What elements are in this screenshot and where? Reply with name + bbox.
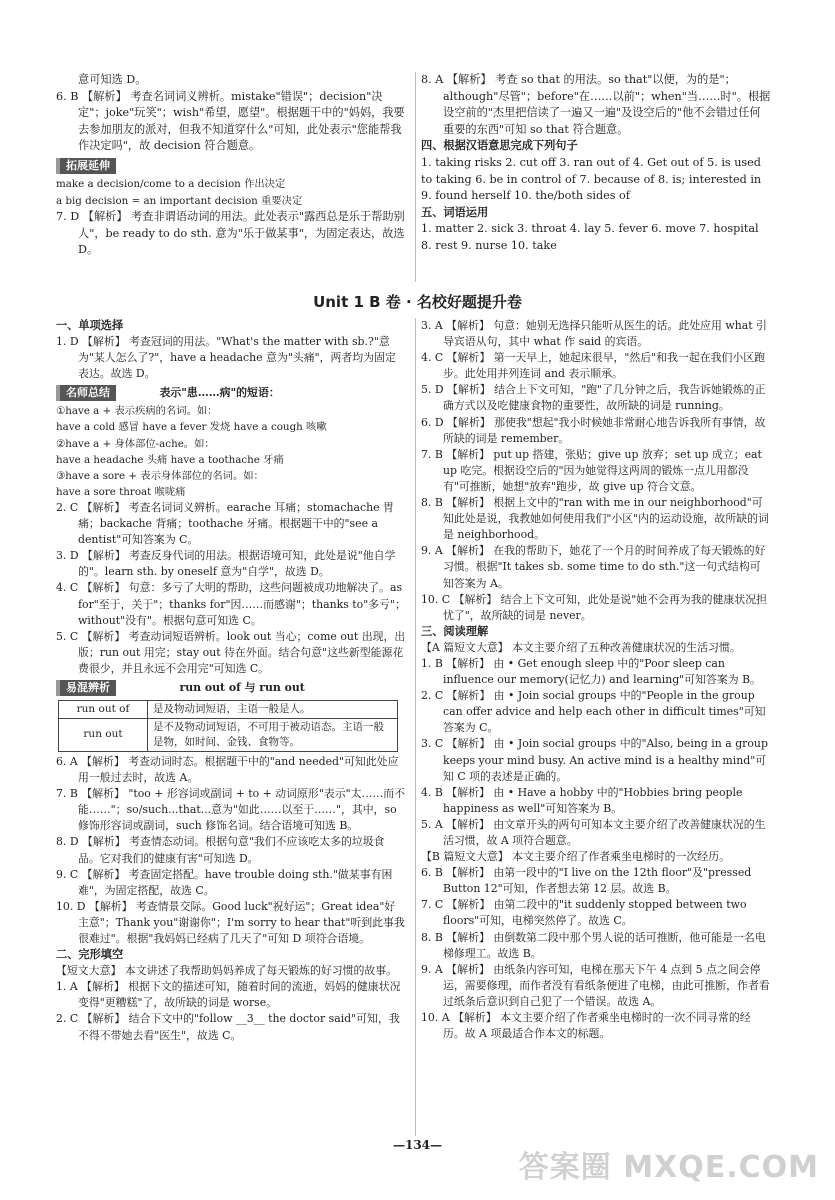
right-main-column [421, 318, 771, 1042]
cloze-answer-6: 6. D 【解析】 那使我"想起"我小时候她非常耐心地告诉我所有事情，故所缺的词是 remember。 [421, 415, 766, 445]
cloze-answer-8: 8. B 【解析】 根据上文中的"ran with me in our neighborhood"可知此处是说，我教她如何使用我们"小区"内的运动设施，故所缺的词是 neighborhood。 [421, 496, 769, 542]
extension-badge: 拓展延伸 [56, 158, 116, 174]
table-cell: run out of [59, 700, 148, 718]
section-heading: 五、词语运用 [421, 205, 489, 219]
summary-line: ①have a + 表示疾病的名词。如： [56, 405, 218, 418]
page-number: —134— [392, 1138, 443, 1152]
answer-7: 7. D 【解析】 考查非谓语动词的用法。此处表示"露西总是乐于帮助别人"，be ready to do sth. 意为"乐于做某事"，为固定表达，故选 D。 [56, 210, 405, 257]
left-main-column [56, 318, 406, 1044]
extension-line: make a decision/come to a decision 作出决定 [56, 177, 286, 190]
answer-6: 6. A 【解析】 考查动词时态。根据题干中的"and needed"可知此处应用一般过去时，故选 A。 [56, 754, 399, 785]
confusion-badge: 易混辨析 [56, 680, 116, 696]
answer-9: 9. C 【解析】 考查固定搭配。have trouble doing sth."做某事有困难"，为固定搭配，故选 C。 [56, 867, 393, 897]
left-top-column [56, 72, 406, 259]
answer-8: 8. D 【解析】 考查情态动词。根据句意"我们不应该吃太多的垃圾食品。它对我们的健康有害"可知选 D。 [56, 835, 385, 865]
reading-answer-1: 1. B 【解析】 由 • Get enough sleep 中的"Poor sleep can influence our memory(记忆力) and learning"可知答案为 B。 [421, 656, 761, 687]
summary-line: ③have a sore + 表示身体部位的名词。如： [56, 469, 264, 482]
passage-b-summary: 【B 篇短文大意】 本文主要介绍了作者乘坐电梯时的一次经历。 [421, 850, 730, 864]
answer-3: 3. D 【解析】 考查反身代词的用法。根据语境可知，此处是说"他自学的"。learn sth. by oneself 意为"自学"，故选 D。 [56, 549, 396, 579]
extension-line: a big decision = an important decision 重要决定 [56, 194, 303, 207]
watermark-logo: 答案圈 MXQE.COM [518, 1150, 819, 1185]
answer-text: 意可知选 D。 [78, 73, 147, 86]
cloze-answer-3: 3. A 【解析】 句意：她别无选择只能听从医生的话。此处应用 what 引导宾语从句，其中 what 作 said 的宾语。 [421, 319, 767, 349]
summary-line: have a headache 头痛 have a toothache 牙痛 [56, 453, 284, 466]
cloze-answer-10: 10. C 【解析】 结合上下文可知，此处是说"她不会再为我的健康状况担忧了"，故所缺的词是 never。 [421, 592, 767, 622]
table-row [59, 718, 398, 751]
answer-6: 6. B 【解析】 考查名词词义辨析。mistake"错误"；decision"决定"；joke"玩笑"；wish"希望，愿望"。根据题干中的"妈妈，我要去参加朋友的派对，但我不知道穿什么"可知，此处表示"您能帮我作决定吗"，故 decision 符合题意。 [56, 89, 405, 153]
reading-answer-10: 10. A 【解析】 本文主要介绍了作者乘坐电梯时的一次不同寻常的经历。故 A 项最适合作本文的标题。 [421, 1011, 751, 1041]
column-divider-top [415, 72, 416, 282]
right-top-column [421, 72, 771, 255]
answer-10: 10. D 【解析】 考查情景交际。Good luck"祝好运"；Great idea"好主意"；Thank you"谢谢你"；I'm sorry to hear that"听到此事我很难过"。根据"我妈妈已经病了几天了"可知 D 项符合语境。 [56, 899, 405, 945]
answer-list: 1. taking risks 2. cut off 3. ran out of 4. Get out of 5. is used to taking 6. be in control of 7. because of 8. is; interested in 9. found herself 10. the/both sides of [421, 155, 762, 203]
cloze-answer-5: 5. D 【解析】 结合上下文可知，"跑"了几分钟之后，我告诉她锻炼的正确方式以及吃健康食物的重要性，故所缺的词是 running。 [421, 383, 766, 413]
answer-8: 8. A 【解析】 考查 so that 的用法。so that"以便，为的是"；although"尽管"；before"在……以前"；when"当……时"。根据设空前的"杰里把信读了一遍又一遍"及设空后的"他不会错过任何重要的东西"可知 so that 符合题意。 [421, 73, 771, 136]
table-cell: 是不及物动词短语，不可用于被动语态。主语一般是物，如时间、金钱、食物等。 [148, 718, 398, 751]
teacher-summary-badge: 名师总结 [56, 385, 116, 401]
passage-a-summary: 【A 篇短文大意】 本文主要介绍了五种改善健康状况的生活习惯。 [421, 640, 741, 654]
section-heading: 三、阅读理解 [421, 624, 489, 638]
section-heading: 四、根据汉语意思完成下列句子 [421, 139, 578, 153]
reading-answer-4: 4. B 【解析】 由 • Have a hobby 中的"Hobbies bring people happiness as well"可知答案为 B。 [421, 785, 743, 815]
reading-answer-5: 5. A 【解析】 由文章开头的两句可知本文主要介绍了改善健康状况的生活习惯，故 A 项符合题意。 [421, 817, 766, 847]
reading-answer-2: 2. C 【解析】 由 • Join social groups 中的"People in the group can offer advice and help each other in difficult times"可知答案为 C。 [421, 689, 766, 735]
answer-4: 4. C 【解析】 句意：多亏了大明的帮助，这些问题被成功地解决了。as for"至于，关于"；thanks for"因……而感谢"；thanks to"多亏"；without"没有"。根据句意可知选 C。 [56, 581, 406, 627]
table-row [59, 700, 398, 718]
answer-list: 1. matter 2. sick 3. throat 4. lay 5. fever 6. move 7. hospital 8. rest 9. nurse 10. take [421, 222, 759, 252]
reading-answer-8: 8. B 【解析】 由倒数第二段中那个男人说的话可推断，他可能是一名电梯修理工。故选 B。 [421, 930, 766, 960]
section-heading: 一、单项选择 [56, 319, 124, 332]
cloze-answer-2: 2. C 【解析】 结合下文中的"follow __3__ the doctor said"可知，我不得不带她去看"医生"，故选 C。 [56, 1012, 400, 1042]
summary-heading: 表示"患……病"的短语： [159, 386, 280, 400]
confusion-heading: run out of 与 run out [179, 680, 305, 694]
table-cell: run out [59, 718, 148, 751]
summary-line: have a cold 感冒 have a fever 发烧 have a cough 咳嗽 [56, 421, 327, 434]
section-heading: 二、完形填空 [56, 948, 124, 962]
summary-line: ②have a + 身体部位-ache。如： [56, 437, 215, 450]
unit-title: Unit 1 B 卷 · 名校好题提升卷 [313, 293, 522, 311]
column-divider-main [415, 318, 416, 1136]
reading-answer-6: 6. B 【解析】 由第一段中的"I live on the 12th floor"及"pressed Button 12"可知，作者想去第 12 层。故选 B。 [421, 866, 752, 896]
answer-7: 7. B 【解析】 "too + 形容词或副词 + to + 动词原形"表示"太……而不能……"；so/such...that...意为"如此……以至于……"，其中，so 修饰形容词或副词，such 修饰名词。结合语境可知选 B。 [56, 787, 406, 833]
reading-answer-7: 7. C 【解析】 由第二段中的"it suddenly stopped between two floors"可知，电梯突然停了。故选 C。 [421, 898, 747, 928]
confusion-table [58, 700, 398, 752]
answer-5: 5. C 【解析】 考查动词短语辨析。look out 当心；come out 出现，出版；run out 用完；stay out 待在外面。结合句意"这些新型能源花费很少，并且永远不会用完"可知选 C。 [56, 629, 406, 675]
answer-2: 2. C 【解析】 考查名词词义辨析。earache 耳痛；stomachache 胃痛；backache 背痛；toothache 牙痛。根据题干中的"see a dentist"可知答案为 C。 [56, 500, 394, 547]
cloze-answer-4: 4. C 【解析】 第一天早上，她起床很早，"然后"和我一起在我们小区跑步。此处用并列连词 and 表示顺承。 [421, 351, 766, 381]
summary-line: have a sore throat 喉咙痛 [56, 485, 186, 498]
cloze-answer-1: 1. A 【解析】 根据下文的描述可知，随着时间的流逝，妈妈的健康状况变得"更糟糕"了，故所缺的词是 worse。 [56, 980, 401, 1010]
cloze-answer-7: 7. B 【解析】 put up 搭建，张贴；give up 放弃；set up 成立；eat up 吃完。根据设空后的"因为她觉得这两周的锻炼一点儿用都没有"可推断，她想"放弃"跑步，故 give up 符合文意。 [421, 447, 762, 493]
passage-summary: 【短文大意】 本文讲述了我帮助妈妈养成了每天锻炼的好习惯的故事。 [56, 964, 398, 978]
answer-1: 1. D 【解析】 考查冠词的用法。"What's the matter with sb.?"意为"某人怎么了?"，have a headache 意为"头痛"，两者均为固定表达。故选 D。 [56, 335, 396, 381]
table-cell: 是及物动词短语，主语一般是人。 [148, 700, 398, 718]
reading-answer-9: 9. A 【解析】 由纸条内容可知，电梯在那天下午 4 点到 5 点之间会停运，需要修理，而作者没有看纸条便进了电梯，由此可推断，作者看过纸条后意识到自己犯了一个错误。故选 A。 [421, 962, 770, 1008]
reading-answer-3: 3. C 【解析】 由 • Join social groups 中的"Also, being in a group keeps your mind busy. An active mind is a healthy mind"可知 C 项的表述是正确的。 [421, 737, 768, 783]
cloze-answer-9: 9. A 【解析】 在我的帮助下，她花了一个月的时间养成了每天锻炼的好习惯。根据"It takes sb. some time to do sth."这一句式结构可知答案为 A。 [421, 544, 766, 590]
